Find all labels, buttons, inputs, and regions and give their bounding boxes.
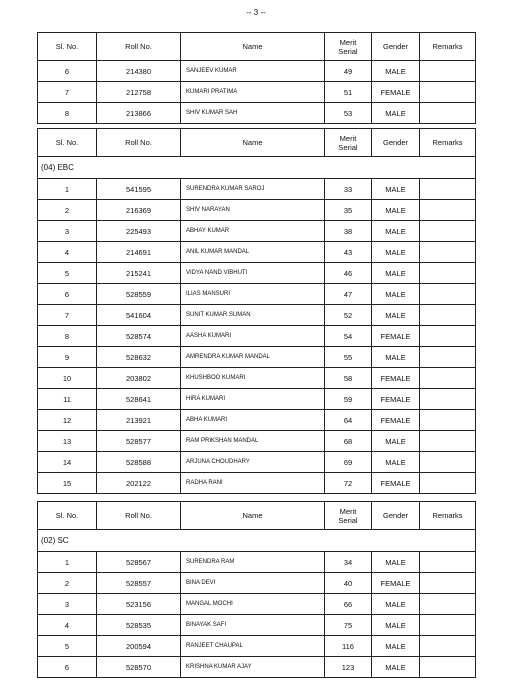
table-row	[38, 389, 476, 410]
remarks-cell	[420, 636, 476, 657]
table-row	[38, 221, 476, 242]
roll-no-cell: 528559	[97, 284, 181, 305]
sl-no-cell: 2	[38, 573, 97, 594]
gender-cell: MALE	[372, 552, 420, 573]
gender-cell: MALE	[372, 263, 420, 284]
remarks-cell	[420, 452, 476, 473]
remarks-cell	[420, 284, 476, 305]
merit-serial-cell: 34	[325, 552, 372, 573]
remarks-cell	[420, 103, 476, 124]
merit-serial-cell: 58	[325, 368, 372, 389]
sl-no-cell: 11	[38, 389, 97, 410]
header-gender: Gender	[372, 502, 420, 530]
merit-serial-cell: 54	[325, 326, 372, 347]
header-name: Name	[181, 502, 325, 530]
sl-no-cell: 1	[38, 179, 97, 200]
table-row	[38, 368, 476, 389]
remarks-cell	[420, 657, 476, 678]
merit-serial-cell: 72	[325, 473, 372, 494]
sl-no-cell: 5	[38, 636, 97, 657]
name-cell: ABHAY KUMAR	[181, 221, 325, 242]
name-cell: MANGAL MOCHI	[181, 594, 325, 615]
header-merit-serial: Merit Serial	[325, 129, 372, 157]
table-row	[38, 305, 476, 326]
name-cell: SURENDRA RAM	[181, 552, 325, 573]
gender-cell: MALE	[372, 103, 420, 124]
table-row	[38, 179, 476, 200]
header-name: Name	[181, 129, 325, 157]
table-row	[38, 594, 476, 615]
name-cell: BINAYAK SAFI	[181, 615, 325, 636]
sl-no-cell: 15	[38, 473, 97, 494]
remarks-cell	[420, 573, 476, 594]
table-row	[38, 242, 476, 263]
sl-no-cell: 9	[38, 347, 97, 368]
remarks-cell	[420, 82, 476, 103]
table-row	[38, 552, 476, 573]
merit-serial-cell: 75	[325, 615, 372, 636]
header-roll-no: Roll No.	[97, 129, 181, 157]
sl-no-cell: 5	[38, 263, 97, 284]
header-name: Name	[181, 33, 325, 61]
gender-cell: MALE	[372, 657, 420, 678]
gender-cell: FEMALE	[372, 410, 420, 431]
remarks-cell	[420, 305, 476, 326]
remarks-cell	[420, 242, 476, 263]
roll-no-cell: 200594	[97, 636, 181, 657]
merit-serial-cell: 64	[325, 410, 372, 431]
merit-serial-cell: 43	[325, 242, 372, 263]
header-remarks: Remarks	[420, 129, 476, 157]
remarks-cell	[420, 389, 476, 410]
merit-serial-cell: 47	[325, 284, 372, 305]
name-cell: SANJEEV KUMAR	[181, 61, 325, 82]
remarks-cell	[420, 615, 476, 636]
table-row	[38, 615, 476, 636]
merit-serial-cell: 46	[325, 263, 372, 284]
sl-no-cell: 6	[38, 61, 97, 82]
name-cell: SHIV NARAYAN	[181, 200, 325, 221]
header-remarks: Remarks	[420, 33, 476, 61]
gender-cell: MALE	[372, 636, 420, 657]
roll-no-cell: 528557	[97, 573, 181, 594]
table-row	[38, 452, 476, 473]
remarks-cell	[420, 368, 476, 389]
sl-no-cell: 2	[38, 200, 97, 221]
name-cell: SUNIT KUMAR SUMAN	[181, 305, 325, 326]
gender-cell: MALE	[372, 200, 420, 221]
gender-cell: FEMALE	[372, 389, 420, 410]
merit-table-sc	[37, 501, 476, 678]
roll-no-cell: 528632	[97, 347, 181, 368]
gender-cell: FEMALE	[372, 326, 420, 347]
table-row	[38, 410, 476, 431]
name-cell: AMRENDRA KUMAR MANDAL	[181, 347, 325, 368]
header-gender: Gender	[372, 129, 420, 157]
roll-no-cell: 528588	[97, 452, 181, 473]
merit-serial-cell: 68	[325, 431, 372, 452]
category-row	[38, 530, 476, 552]
roll-no-cell: 523156	[97, 594, 181, 615]
roll-no-cell: 214380	[97, 61, 181, 82]
sl-no-cell: 4	[38, 242, 97, 263]
name-cell: SHIV KUMAR SAH	[181, 103, 325, 124]
remarks-cell	[420, 179, 476, 200]
name-cell: AASHA KUMARI	[181, 326, 325, 347]
name-cell: KUMARI PRATIMA	[181, 82, 325, 103]
merit-serial-cell: 49	[325, 61, 372, 82]
remarks-cell	[420, 263, 476, 284]
gender-cell: MALE	[372, 221, 420, 242]
gender-cell: FEMALE	[372, 82, 420, 103]
sl-no-cell: 6	[38, 284, 97, 305]
gender-cell: MALE	[372, 594, 420, 615]
remarks-cell	[420, 200, 476, 221]
gender-cell: MALE	[372, 61, 420, 82]
sl-no-cell: 13	[38, 431, 97, 452]
name-cell: BINA DEVI	[181, 573, 325, 594]
remarks-cell	[420, 431, 476, 452]
table-row	[38, 636, 476, 657]
name-cell: KHUSHBOO KUMARI	[181, 368, 325, 389]
table-row	[38, 473, 476, 494]
remarks-cell	[420, 326, 476, 347]
merit-serial-cell: 40	[325, 573, 372, 594]
sl-no-cell: 6	[38, 657, 97, 678]
name-cell: ILIAS MANSURI	[181, 284, 325, 305]
remarks-cell	[420, 594, 476, 615]
gender-cell: MALE	[372, 615, 420, 636]
gender-cell: MALE	[372, 347, 420, 368]
category-label: (02) SC	[38, 530, 476, 552]
table-row	[38, 657, 476, 678]
roll-no-cell: 528535	[97, 615, 181, 636]
table-row	[38, 82, 476, 103]
sl-no-cell: 12	[38, 410, 97, 431]
gender-cell: MALE	[372, 305, 420, 326]
merit-serial-cell: 55	[325, 347, 372, 368]
roll-no-cell: 213866	[97, 103, 181, 124]
table-row	[38, 326, 476, 347]
gender-cell: MALE	[372, 242, 420, 263]
merit-serial-cell: 51	[325, 82, 372, 103]
sl-no-cell: 10	[38, 368, 97, 389]
gender-cell: FEMALE	[372, 368, 420, 389]
merit-serial-cell: 53	[325, 103, 372, 124]
roll-no-cell: 528577	[97, 431, 181, 452]
gender-cell: MALE	[372, 431, 420, 452]
roll-no-cell: 528574	[97, 326, 181, 347]
header-merit-serial: Merit Serial	[325, 33, 372, 61]
merit-serial-cell: 33	[325, 179, 372, 200]
gender-cell: MALE	[372, 284, 420, 305]
roll-no-cell: 541604	[97, 305, 181, 326]
header-remarks: Remarks	[420, 502, 476, 530]
remarks-cell	[420, 61, 476, 82]
table-row	[38, 284, 476, 305]
category-row	[38, 157, 476, 179]
sl-no-cell: 8	[38, 326, 97, 347]
roll-no-cell: 541595	[97, 179, 181, 200]
sl-no-cell: 8	[38, 103, 97, 124]
merit-table-continued	[37, 32, 476, 124]
merit-serial-cell: 52	[325, 305, 372, 326]
table-row	[38, 61, 476, 82]
header-sl-no: Sl. No.	[38, 502, 97, 530]
sl-no-cell: 14	[38, 452, 97, 473]
table-row	[38, 263, 476, 284]
merit-serial-cell: 59	[325, 389, 372, 410]
roll-no-cell: 528641	[97, 389, 181, 410]
remarks-cell	[420, 552, 476, 573]
remarks-cell	[420, 347, 476, 368]
remarks-cell	[420, 410, 476, 431]
roll-no-cell: 215241	[97, 263, 181, 284]
header-roll-no: Roll No.	[97, 502, 181, 530]
sl-no-cell: 7	[38, 82, 97, 103]
sl-no-cell: 3	[38, 221, 97, 242]
roll-no-cell: 216369	[97, 200, 181, 221]
merit-serial-cell: 116	[325, 636, 372, 657]
header-roll-no: Roll No.	[97, 33, 181, 61]
table-row	[38, 347, 476, 368]
roll-no-cell: 225493	[97, 221, 181, 242]
header-sl-no: Sl. No.	[38, 129, 97, 157]
name-cell: SURENDRA KUMAR SAROJ	[181, 179, 325, 200]
roll-no-cell: 203802	[97, 368, 181, 389]
header-sl-no: Sl. No.	[38, 33, 97, 61]
roll-no-cell: 528570	[97, 657, 181, 678]
table-row	[38, 573, 476, 594]
gender-cell: MALE	[372, 452, 420, 473]
table-header-row	[38, 502, 476, 530]
name-cell: VIDYA NAND VIBHUTI	[181, 263, 325, 284]
table-header-row	[38, 33, 476, 61]
header-merit-serial: Merit Serial	[325, 502, 372, 530]
page-number: -- 3 --	[246, 8, 266, 17]
roll-no-cell: 212758	[97, 82, 181, 103]
name-cell: ARJUNA CHOUDHARY	[181, 452, 325, 473]
merit-serial-cell: 123	[325, 657, 372, 678]
category-label: (04) EBC	[38, 157, 476, 179]
roll-no-cell: 214691	[97, 242, 181, 263]
merit-serial-cell: 69	[325, 452, 372, 473]
merit-table-ebc	[37, 128, 476, 494]
table-row	[38, 431, 476, 452]
gender-cell: MALE	[372, 179, 420, 200]
name-cell: RADHA RANI	[181, 473, 325, 494]
sl-no-cell: 4	[38, 615, 97, 636]
gender-cell: FEMALE	[372, 573, 420, 594]
table-row	[38, 103, 476, 124]
sl-no-cell: 7	[38, 305, 97, 326]
roll-no-cell: 528567	[97, 552, 181, 573]
name-cell: ANIL KUMAR MANDAL	[181, 242, 325, 263]
gender-cell: FEMALE	[372, 473, 420, 494]
roll-no-cell: 202122	[97, 473, 181, 494]
remarks-cell	[420, 473, 476, 494]
table-header-row	[38, 129, 476, 157]
name-cell: RAM PRIKSHAN MANDAL	[181, 431, 325, 452]
sl-no-cell: 3	[38, 594, 97, 615]
roll-no-cell: 213921	[97, 410, 181, 431]
table-row	[38, 200, 476, 221]
merit-serial-cell: 38	[325, 221, 372, 242]
name-cell: HIRA KUMARI	[181, 389, 325, 410]
name-cell: ABHA KUMARI	[181, 410, 325, 431]
name-cell: RANJEET CHAUPAL	[181, 636, 325, 657]
merit-serial-cell: 66	[325, 594, 372, 615]
merit-serial-cell: 35	[325, 200, 372, 221]
header-gender: Gender	[372, 33, 420, 61]
remarks-cell	[420, 221, 476, 242]
name-cell: KRISHNA KUMAR AJAY	[181, 657, 325, 678]
sl-no-cell: 1	[38, 552, 97, 573]
